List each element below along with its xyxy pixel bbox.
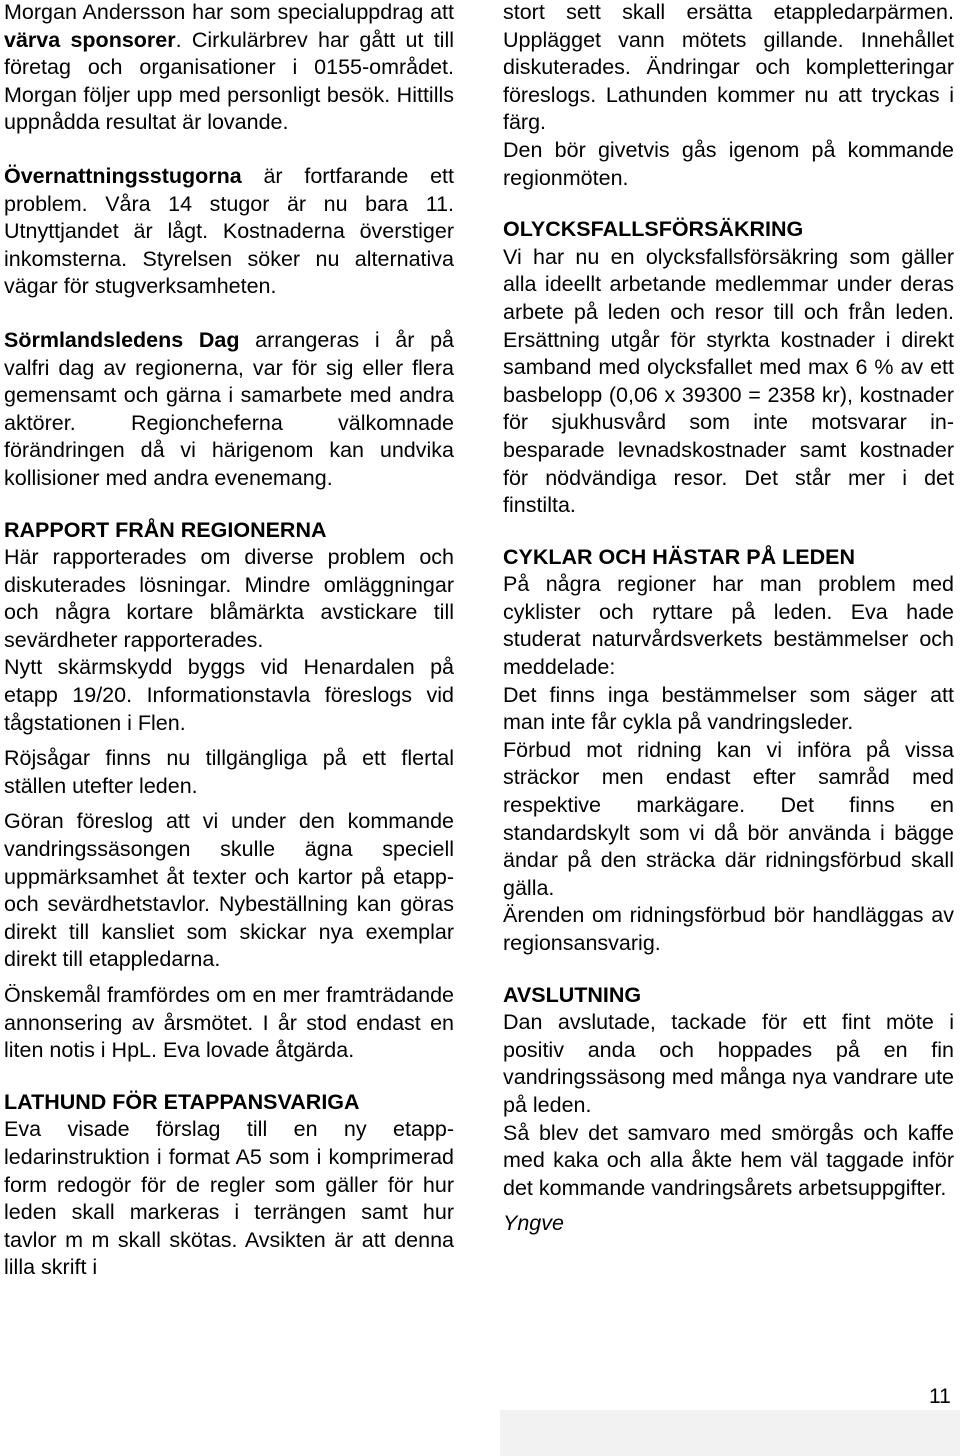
bikes-paragraph-4: Ärenden om ridningsförbud bör handläggas av regionsansvarig.: [503, 903, 954, 955]
sponsors-paragraph: Morgan Andersson har som specialuppdrag att värva sponsorer. Cirkulärbrev har gått ut till företag och organisationer i 0155-området. Morgan följer upp med personligt besök. Hittills uppnådda resultat är lovande.: [4, 0, 454, 135]
bikes-paragraph-3: Förbud mot ridning kan vi införa på vissa sträckor men endast efter samråd med respektive markägare. Det finns en standardskylt som vi då bör använda i bägge ändar på den sträcka där ridningsförbud skall gälla.: [503, 737, 954, 900]
page-number: 11: [929, 1385, 951, 1408]
bikes-paragraph-2: Det finns inga bestämmelser som säger att man inte får cykla på vandringsleder.: [503, 682, 954, 735]
trail-day-paragraph: Sörmlandsledens Dag arrangeras i år på valfri dag av regionerna, var för sig eller flera gemensamt och gärna i samarbete med andra aktörer. Regioncheferna välkomnade förändringen då vi härigenom kan undvika kollisioner med andra evenemang.: [4, 327, 454, 490]
cabins-paragraph: Övernattningsstugorna är fortfarande ett problem. Våra 14 stugor är nu bara 11. Utnyttjandet är lågt. Kostnaderna överstiger inkomsterna. Styrelsen söker nu alternativa vägar för stugverksamheten.: [4, 163, 454, 299]
right-column: [503, 0, 954, 1238]
lathund-continued: stort sett skall ersätta etappledarpärmen. Upplägget vann mötets gillande. Innehållet diskuterades. Ändringar och kompletteringar föreslogs. Lathunden kommer nu att tryckas i färg.: [503, 0, 954, 135]
report-paragraph-3: Röjsågar finns nu tillgängliga på ett flertal ställen utefter leden.: [4, 746, 454, 798]
report-paragraph-2: Nytt skärmskydd byggs vid Henardalen på etapp 19/20. Informationstavla föreslogs vid tågstationen i Flen.: [4, 655, 454, 735]
lathund-paragraph-1: Eva visade förslag till en ny etappledarinstruktion i format A5 som i komprimerad form redogör för de regler som gäller för hur leden skall markeras i terrängen samt hur tavlor m m skall skötas. Avsikten är att denna lilla skrift i: [4, 1117, 454, 1280]
report-paragraph-5: Önskemål framfördes om en mer framträdande annonsering av årsmötet. I år stod endast en liten notis i HpL. Eva lovade åtgärda.: [4, 983, 454, 1063]
signature: Yngve: [503, 1211, 564, 1236]
lathund-heading: LATHUND FÖR ETAPPANSVARIGA: [4, 1089, 360, 1114]
lathund-continued-2: Den bör givetvis gås igenom på kommande regionmöten.: [503, 137, 954, 190]
cabins-emphasis: Övernattningsstugorna: [4, 163, 242, 188]
trail-day-emphasis: Sörmlandsledens Dag: [4, 327, 240, 352]
closing-paragraph-1: Dan avslutade, tackade för ett fint möte i positiv anda och hoppades på en fin vandringssäsong med många nya vandrare ute på leden.: [503, 1010, 954, 1117]
left-column: [4, 0, 454, 1282]
bikes-paragraph-1: På några regioner har man problem med cyklister och ryttare på leden. Eva hade studerat naturvårdsverkets bestämmelser och meddelade:: [503, 572, 954, 680]
closing-heading: AVSLUTNING: [503, 982, 642, 1007]
report-paragraph-1: Här rapporterades om diverse problem och diskuterades lösningar. Mindre omläggningar och några kortare blåmärkta avstickare till sevärdheter rapporterades.: [4, 545, 454, 652]
sponsors-emphasis: värva sponsorer: [4, 27, 176, 52]
footer-band: [500, 1410, 960, 1456]
report-heading: RAPPORT FRÅN REGIONERNA: [4, 517, 327, 542]
closing-paragraph-2: Så blev det samvaro med smörgås och kaffe med kaka och alla åkte hem väl taggade inför det kommande vandringsårets arbetsuppgifter.: [503, 1120, 954, 1200]
bikes-horses-heading: CYKLAR OCH HÄSTAR PÅ LEDEN: [503, 544, 855, 569]
insurance-heading: OLYCKSFALLSFÖRSÄKRING: [503, 217, 804, 242]
insurance-paragraph: Vi har nu en olycksfallsförsäkring som gäller alla ideellt arbetande medlemmar under deras arbete på leden och resor till och från leden. Ersättning utgår för styrkta kostnader i direkt samband med olycksfallet med max 6 % av ett basbelopp (0,06 x 39300 = 2358 kr), kostnader för sjukhusvård som inte motsvarar inbesparade levnadskostnader samt kostnader för nödvändiga resor. Det står mer i det finstilta.: [503, 244, 954, 518]
report-paragraph-4: Göran föreslog att vi under den kommande vandringssäsongen skulle ägna speciell uppmärksamhet åt texter och kartor på etapp- och sevärdhetstavlor. Nybeställning kan göras direkt till kansliet som skickar nya exemplar direkt till etappledarna.: [4, 809, 454, 972]
